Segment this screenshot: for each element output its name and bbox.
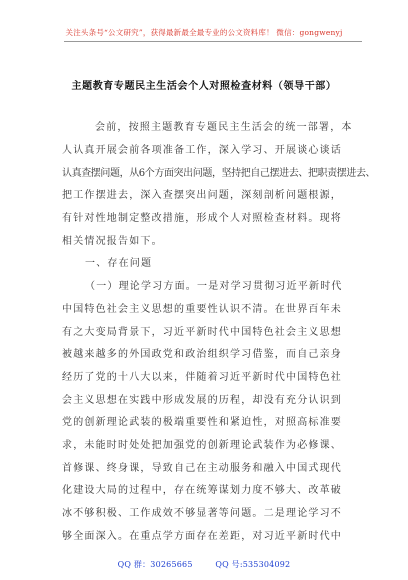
body-line: 认真查摆问题，从6个方面突出问题，坚持把自己摆进去、把职责摆进去、 — [62, 168, 376, 179]
body-line: 相关情况报告如下。 — [62, 236, 163, 247]
qq-group-label: QQ 群：30265665 — [117, 560, 193, 569]
body-line: 够全面深入。在重点学方面存在差距，对习近平新时代中 — [62, 531, 342, 542]
body-line: 人认真开展会前各项准备工作，深入学习、开展谈心谈话 — [62, 145, 342, 156]
body-line: 把工作摆进去，深入查摆突出问题，深刻剖析问题根源， — [62, 190, 342, 201]
qq-number-label: QQ 号:535304092 — [215, 560, 291, 569]
header-divider — [64, 41, 362, 42]
body-line: 会前，按照主题教育专题民主生活会的统一部署，本 — [95, 122, 353, 133]
body-line: 首修课、终身课，导致自己在主动服务和融入中国式现代 — [62, 463, 342, 474]
section-heading: 一、存在问题 — [85, 258, 153, 269]
contact-footer — [0, 559, 408, 570]
body-line: 中国特色社会主义思想的重要性认识不清。在世界百年未 — [62, 304, 342, 315]
body-line: 求，未能时时处处把加强党的创新理论武装作为必修课、 — [62, 440, 342, 451]
body-line: 有针对性地制定整改措施，形成个人对照检查材料。现将 — [62, 213, 342, 224]
body-line: 有之大变局背景下，习近平新时代中国特色社会主义思想 — [62, 327, 342, 338]
body-line: 冰不够积极、工作成效不够显著等问题。二是理论学习不 — [62, 508, 342, 519]
body-line: 被越来越多的外国政党和政治组织学习借鉴，而自己亲身 — [62, 349, 342, 360]
document-title: 主题教育专题民主生活会个人对照检查材料（领导干部） — [71, 81, 337, 92]
promo-header: 关注头条号“公文研究”，获得最新最全最专业的公文资料库！ 微信：gongwenyj — [65, 28, 343, 37]
body-line: （一）理论学习方面。一是对学习贯彻习近平新时代 — [85, 281, 343, 292]
body-line: 经历了党的十八大以来，伴随着习近平新时代中国特色社 — [62, 372, 342, 383]
body-line: 党的创新理论武装的极端重要性和紧迫性，对照高标准要 — [62, 417, 342, 428]
body-line: 会主义思想在实践中形成发展的历程，却没有充分认识到 — [62, 395, 342, 406]
body-line: 化建设大局的过程中，存在统筹谋划力度不够大、改革破 — [62, 485, 342, 496]
